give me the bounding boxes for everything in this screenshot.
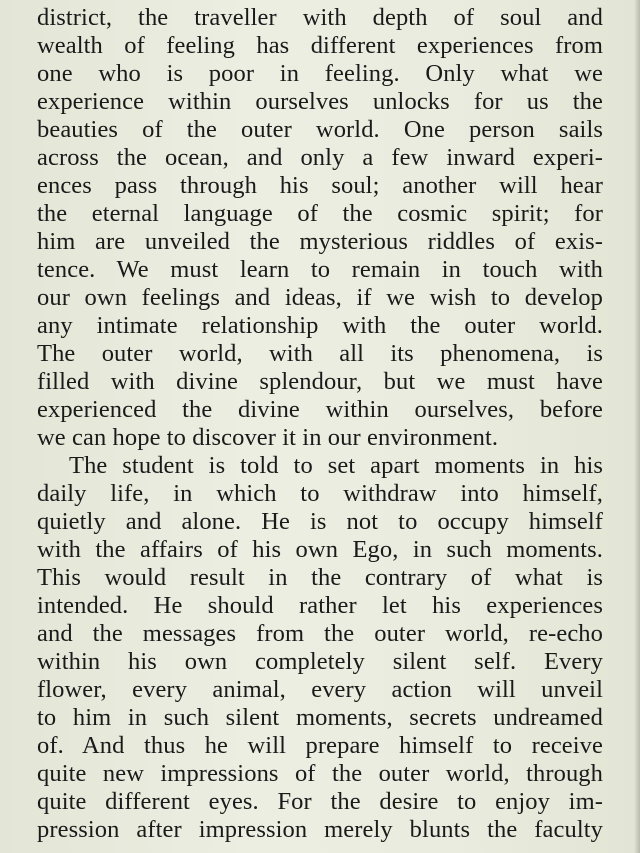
text-line-5: beauties of the outer world. One person sails — [37, 116, 603, 143]
text-line-30: pression after impression merely blunts the faculty — [37, 816, 603, 843]
text-line-20: with the affairs of his own Ego, in such moments. — [37, 536, 603, 563]
text-line-28: quite new impressions of the outer world, through — [37, 760, 603, 787]
text-line-11: our own feelings and ideas, if we wish to develop — [37, 284, 603, 311]
text-line-21: This would result in the contrary of what is — [37, 564, 603, 591]
text-line-8: the eternal language of the cosmic spirit; for — [37, 200, 603, 227]
text-line-3: one who is poor in feeling. Only what we — [37, 60, 603, 87]
text-line-12: any intimate relationship with the outer world. — [37, 312, 603, 339]
page-text — [37, 4, 603, 844]
text-line-6: across the ocean, and only a few inward experi- — [37, 144, 603, 171]
text-line-2: wealth of feeling has different experiences from — [37, 32, 603, 59]
text-line-18: daily life, in which to withdraw into himself, — [37, 480, 603, 507]
text-line-22: intended. He should rather let his experiences — [37, 592, 603, 619]
text-line-10: tence. We must learn to remain in touch with — [37, 256, 603, 283]
text-line-25: flower, every animal, every action will unveil — [37, 676, 603, 703]
text-line-27: of. And thus he will prepare himself to receive — [37, 732, 603, 759]
text-line-15: experienced the divine within ourselves, before — [37, 396, 603, 423]
text-line-24: within his own completely silent self. Every — [37, 648, 603, 675]
text-line-17: The student is told to set apart moments in his — [69, 452, 603, 479]
text-line-29: quite different eyes. For the desire to enjoy im- — [37, 788, 603, 815]
text-line-4: experience within ourselves unlocks for us the — [37, 88, 603, 115]
text-line-23: and the messages from the outer world, re-echo — [37, 620, 603, 647]
text-line-1: district, the traveller with depth of soul and — [37, 4, 603, 31]
text-line-9: him are unveiled the mysterious riddles of exis- — [37, 228, 603, 255]
text-line-7: ences pass through his soul; another will hear — [37, 172, 603, 199]
text-line-26: to him in such silent moments, secrets undreamed — [37, 704, 603, 731]
text-line-19: quietly and alone. He is not to occupy himself — [37, 508, 603, 535]
text-line-16: we can hope to discover it in our environment. — [37, 424, 499, 451]
text-line-13: The outer world, with all its phenomena, is — [37, 340, 603, 367]
text-line-14: filled with divine splendour, but we must have — [37, 368, 603, 395]
